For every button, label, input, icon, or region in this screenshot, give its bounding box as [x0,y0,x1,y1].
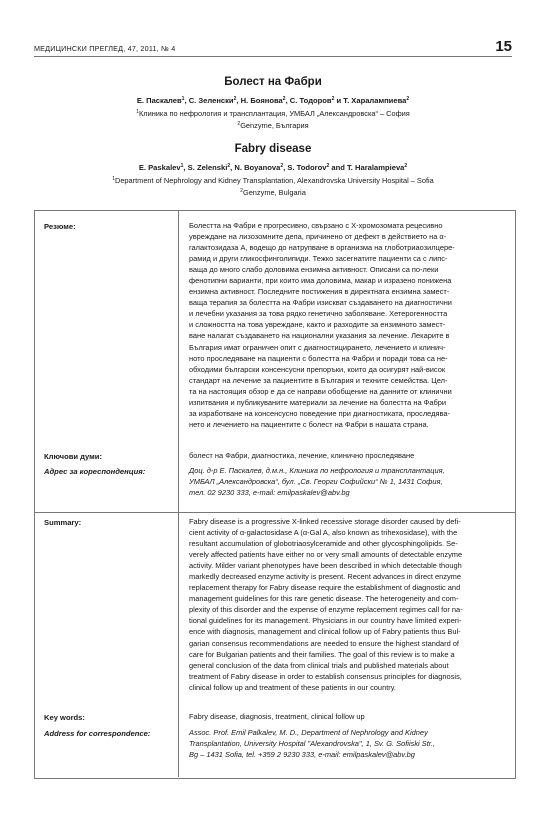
affiliation-marker: 1 [136,109,139,115]
affiliation-bg-1 [0,109,546,118]
page-number: 15 [495,38,512,55]
author-separator: и [334,96,344,105]
summary-text-en: Fabry disease is a progressive X-linked recessive storage disorder caused by defi- cient activity of α-galactosidase A (α-Gal A, also known as trihexosidase), with the resultant accumulation of globotriaosylceramide and other glycosphingolipids. Se- verely affected patients have either no or very small amounts of detectable enzyme activity. Milder variant phenotypes have been described in which detectable though markedly decreased enzyme activity is present. Recent advances in direct enzyme replacement therapy for Fabry disease require the establishment of diagnostic and management guidelines for this rare genetic disease. The heterogeneity and com- plexity of this disorder and the expense of enzyme replacement regimes call for na- tional guidelines for its management. Physicians in our country have limited experi- ence with diagnosis, management and clinical follow up of Fabry patients thus Bul- garian consensus recommendations are needed to ensure the highest standard of care for Bulgarian patients and their families. The goal of this review is to make a general conclusion of the data from clinical trials and published materials about treatment of Fabry disease in order to establish consensus principles for diagnosis, clinical follow up and treatment of these patients in our country. [189,517,463,692]
section-divider [34,512,515,513]
keywords-label-bg: Ключови думи: [44,452,102,461]
author-separator: and [329,163,347,172]
author-affiliation-marker: 2 [326,163,330,169]
article-title-en: Fabry disease [234,143,312,155]
author-name: С. Тодоров [289,96,332,105]
article-title-bg: Болест на Фабри [224,76,322,88]
author-affiliation-marker: 1 [180,163,184,169]
affiliation-en-2 [0,188,546,197]
author-list-bg [0,96,546,105]
keywords-text-en: Fabry disease, diagnosis, treatment, clinical follow up [189,712,365,721]
column-divider [178,210,179,777]
abstract-text-bg: Болестта на Фабри е прогресивно, свързано с Х-хромозомата рецесивно увреждане на лизозомните депа, причинено от дефект в действието на α- галактозидаза А, водещо до натрупване в организма на глоботриаозилцере- рамид и други гликосфинголипиди. Тежко засегнатите пациенти са с липс- ваща до много слабо доловима ензимна активност. Описани са по-леки фенотипни варианти, при които има доловима, макар и изразено понижена ензимна активност. Последните постижения в директната ензимна замест- ваща терапия за болестта на Фабри изискват създаването на диагностични и лечебни указания за това рядко генетично заболяване. Хетерогенността и сложността на това увреждане, както и разходите за ензимното замест- ване налагат създаването на национални указания за лечение. Лекарите в България имат ограничен опит с диагностицирането, лечението и клинич- ното проследяване на пациенти с болестта на Фабри и поради това са не- обходими български консенсусни препоръки, които да осигурят най-висок стандарт на лечение за пациентите в България и техните семейства. Цел- та на настоящия обзор е да се направи обобщение на данните от клинични изпитвания и публикуваните материали за лечение на болестта на Фабри за изработване на консенсусно поведение при диагностиката, проследява- нето и лечението на пациентите с болест на Фабри в нашата страна. [189,221,455,429]
affiliation-marker: 1 [112,176,115,182]
affiliation-text: Клиника по нефрология и трансплантация, УМБАЛ „Александровска“ – София [138,109,410,118]
author-affiliation-marker: 2 [227,163,231,169]
author-separator: , [183,163,188,172]
affiliation-text: Department of Nephrology and Kidney Transplantation, Alexandrovska University Hospital – Sofia [114,176,434,185]
affiliation-bg-2 [0,121,546,130]
running-header [34,38,512,57]
summary-label-en: Summary: [44,518,82,527]
affiliation-marker: 2 [240,188,243,194]
author-affiliation-marker: 2 [280,163,284,169]
keywords-label-en: Key words: [44,713,85,722]
author-name: S. Zelenski [187,163,228,172]
author-name: N. Boyanova [234,163,281,172]
author-name: E. Paskalev [138,163,181,172]
author-name: Е. Паскалев [136,96,182,105]
author-affiliation-marker: 2 [406,96,410,102]
author-name: T. Haralampieva [346,163,405,172]
affiliation-marker: 2 [237,121,241,127]
author-separator: , [285,96,290,105]
abstract-label-bg: Резюме: [44,222,76,231]
address-label-en: Address for correspondence: [44,729,151,738]
author-affiliation-marker: 2 [282,96,286,102]
author-name: Т. Харалампиева [343,96,407,105]
author-separator: , [283,163,288,172]
journal-citation: МЕДИЦИНСКИ ПРЕГЛЕД, 47, 2011, № 4 [34,44,176,53]
keywords-text-bg: болест на Фабри, диагностика, лечение, клинично проследяване [189,451,415,460]
address-text-en: Assoc. Prof. Emil Palkalev, M. D., Department of Nephrology and Kidney Transplantation, University Hospital "Alexandrovska", 1, Sv. G. Sofiiski Str., Bg – 1431 Sofia, tel. +359 2 9230 333, e-mail: emilpaskalev@abv.bg [189,728,436,760]
author-list-en [0,163,546,172]
author-affiliation-marker: 2 [404,163,408,169]
affiliation-en-1 [0,176,546,185]
author-separator: , [236,96,241,105]
author-affiliation-marker: 1 [181,96,185,102]
address-text-bg: Доц. д-р Е. Паскалев, д.м.н., Клиника по нефрология и трансплантация, УМБАЛ „Александровска“, бул. „Св. Георги Софийски“ № 1, 1431 София, тел. 02 9230 333, e-mail: emilpaskalev@abv.bg [189,466,445,498]
author-affiliation-marker: 2 [331,96,335,102]
author-separator: , [230,163,235,172]
address-label-bg: Адрес за кореспонденция: [44,467,146,476]
affiliation-text: Genzyme, България [240,121,309,130]
affiliation-text: Genzyme, Bulgaria [242,188,306,197]
author-name: Н. Боянова [240,96,283,105]
author-separator: , [184,96,189,105]
author-affiliation-marker: 2 [233,96,237,102]
author-name: S. Todorov [287,163,327,172]
author-name: С. Зеленски [188,96,234,105]
